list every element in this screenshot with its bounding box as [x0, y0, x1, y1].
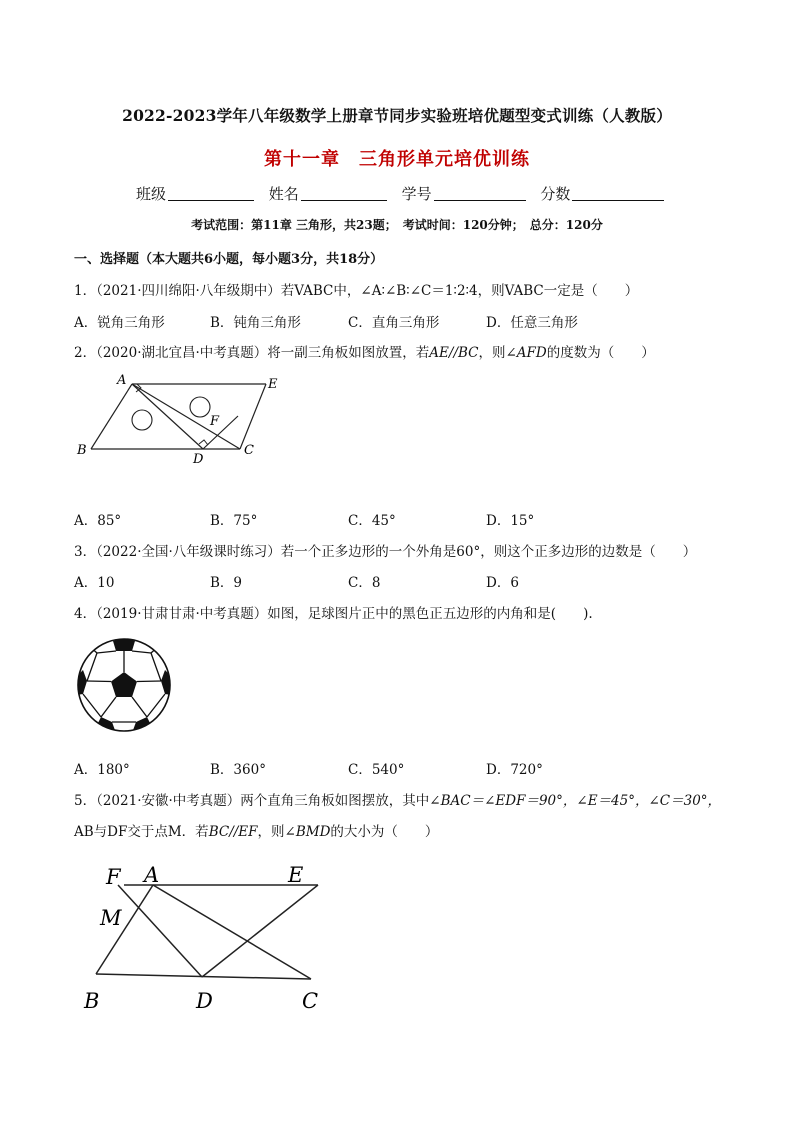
question-source: （2019·甘肃甘肃·中考真题）: [96, 606, 268, 622]
q4-option-c[interactable]: C．540°: [348, 762, 405, 778]
q3-option-d[interactable]: D．6: [486, 575, 519, 591]
question-4: [74, 602, 593, 622]
question-stem: 的大小为（ ）: [330, 824, 439, 840]
question-stem: ，则: [257, 824, 285, 840]
student-id-blank[interactable]: [434, 186, 526, 201]
student-id-label: 学号: [401, 185, 432, 203]
label-b: B: [77, 443, 87, 458]
exam-info: 考试范围：第11章 三角形，共23题； 考试时间：120分钟； 总分：120分: [191, 218, 603, 232]
right-triangles-figure: [78, 858, 338, 1018]
q1-option-b[interactable]: B．钝角三角形: [210, 315, 301, 331]
question-stem: 若VABC中，∠A∶∠B∶∠C＝1∶2∶4，则VABC一定是（ ）: [280, 283, 639, 299]
question-number: 2．: [74, 345, 97, 361]
question-5-line-2: [74, 820, 438, 840]
q2-option-d[interactable]: D．15°: [486, 513, 535, 529]
label-a: A: [117, 373, 127, 388]
label-a: A: [144, 863, 160, 887]
question-source: （2021·安徽·中考真题）: [96, 793, 241, 809]
label-f: F: [210, 414, 220, 429]
question-2: [74, 341, 655, 361]
question-stem: 将一副三角板如图放置，若: [267, 345, 430, 361]
question-source: （2021·四川绵阳·八年级期中）: [96, 283, 281, 299]
label-d: D: [193, 452, 204, 467]
question-stem: ，则: [478, 345, 506, 361]
label-e: E: [268, 377, 278, 392]
question-number: 5．: [74, 793, 97, 809]
math-expression: ∠AFD: [505, 345, 547, 361]
math-expression: BC//EF: [208, 824, 258, 840]
name-label: 姓名: [268, 185, 299, 203]
section-heading: 一、选择题（本大题共6小题，每小题3分，共18分）: [74, 252, 384, 267]
math-expression: ∠BAC＝∠EDF＝90°，∠E＝45°，∠C＝30°，: [429, 793, 722, 809]
question-1: [74, 279, 638, 299]
q4-option-a[interactable]: A．180°: [74, 762, 130, 778]
triangle-set-figure: [70, 368, 300, 468]
class-blank[interactable]: [168, 186, 254, 201]
question-stem: AB与DF交于点M．若: [74, 824, 209, 840]
q3-option-c[interactable]: C．8: [348, 575, 381, 591]
label-c: C: [302, 989, 319, 1013]
question-stem: 如图，足球图片正中的黑色正五边形的内角和是( ).: [267, 606, 593, 622]
q3-option-a[interactable]: A．10: [74, 575, 115, 591]
label-m: M: [100, 906, 122, 930]
math-expression: ∠BMD: [284, 824, 331, 840]
chapter-title: 第十一章 三角形单元培优训练: [264, 149, 530, 170]
q3-option-b[interactable]: B．9: [210, 575, 243, 591]
label-e: E: [288, 863, 304, 887]
math-expression: AE//BC: [429, 345, 479, 361]
q1-option-a[interactable]: A．锐角三角形: [74, 315, 165, 331]
label-f: F: [106, 865, 121, 889]
name-blank[interactable]: [301, 186, 387, 201]
soccer-ball-icon: [76, 637, 172, 733]
q2-option-a[interactable]: A．85°: [74, 513, 122, 529]
question-stem: 若一个正多边形的一个外角是60°，则这个正多边形的边数是（ ）: [280, 544, 697, 560]
document-title: 2022-2023学年八年级数学上册章节同步实验班培优题型变式训练（人教版）: [122, 106, 672, 125]
question-number: 1．: [74, 283, 97, 299]
q4-option-b[interactable]: B．360°: [210, 762, 266, 778]
q1-option-d[interactable]: D．任意三角形: [486, 315, 578, 331]
score-blank[interactable]: [572, 186, 664, 201]
q1-option-c[interactable]: C．直角三角形: [348, 315, 440, 331]
question-number: 4．: [74, 606, 97, 622]
question-source: （2020·湖北宜昌·中考真题）: [96, 345, 268, 361]
q4-option-d[interactable]: D．720°: [486, 762, 543, 778]
question-5: [74, 789, 721, 809]
question-3: [74, 540, 696, 560]
label-d: D: [196, 989, 213, 1013]
q2-option-c[interactable]: C．45°: [348, 513, 396, 529]
label-c: C: [244, 443, 254, 458]
question-source: （2022·全国·八年级课时练习）: [96, 544, 281, 560]
question-stem: 两个直角三角板如图摆放，其中: [240, 793, 430, 809]
student-info-fields: [136, 183, 674, 204]
label-b: B: [84, 989, 100, 1013]
question-number: 3．: [74, 544, 97, 560]
question-stem: 的度数为（ ）: [546, 345, 655, 361]
q2-option-b[interactable]: B．75°: [210, 513, 258, 529]
score-label: 分数: [540, 185, 571, 203]
class-label: 班级: [136, 185, 167, 203]
